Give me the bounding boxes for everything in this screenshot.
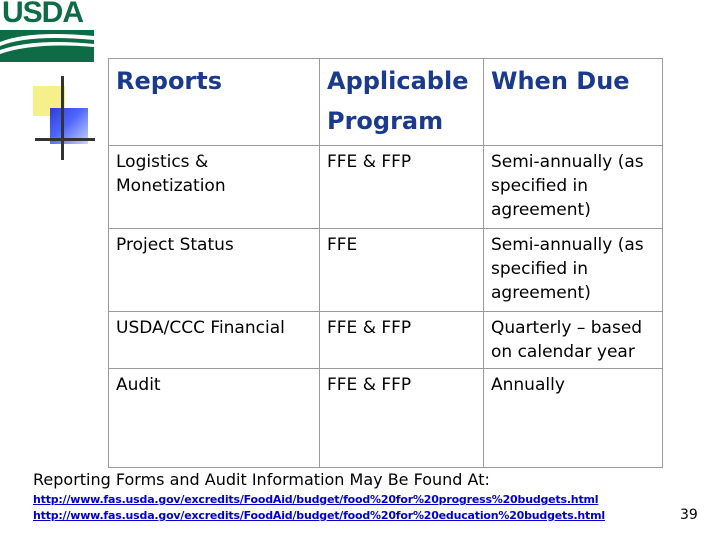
vertical-line <box>61 76 64 160</box>
table-row <box>109 146 663 229</box>
decorative-crosshair-graphic <box>30 76 100 166</box>
cell-program: FFE <box>320 229 484 312</box>
education-budgets-link[interactable]: http://www.fas.usda.gov/excredits/FoodAid/budget/food%20for%20education%20budgets.html <box>33 509 605 522</box>
usda-logo <box>0 0 94 62</box>
cell-report: Project Status <box>109 229 320 312</box>
reports-table <box>108 58 663 468</box>
cell-report: Logistics & Monetization <box>109 146 320 229</box>
table-row <box>109 229 663 312</box>
footer-title: Reporting Forms and Audit Information May Be Found At: <box>33 470 490 489</box>
cell-report: USDA/CCC Financial <box>109 312 320 369</box>
progress-budgets-link[interactable]: http://www.fas.usda.gov/excredits/FoodAid/budget/food%20for%20progress%20budgets.html <box>33 493 599 506</box>
cell-due: Semi-annually (as specified in agreement) <box>484 229 663 312</box>
header-applicable-program: Applicable Program <box>320 59 484 146</box>
cell-program: FFE & FFP <box>320 146 484 229</box>
cell-due: Quarterly – based on calendar year <box>484 312 663 369</box>
cell-report: Audit <box>109 369 320 468</box>
header-reports: Reports <box>109 59 320 146</box>
cell-due: Annually <box>484 369 663 468</box>
cell-due: Semi-annually (as specified in agreement) <box>484 146 663 229</box>
usda-logo-text: USDA <box>2 0 84 29</box>
header-when-due: When Due <box>484 59 663 146</box>
cell-program: FFE & FFP <box>320 369 484 468</box>
table-row <box>109 312 663 369</box>
table-row <box>109 369 663 468</box>
horizontal-line <box>35 138 95 141</box>
table-header-row <box>109 59 663 146</box>
cell-program: FFE & FFP <box>320 312 484 369</box>
page-number: 39 <box>680 507 698 523</box>
